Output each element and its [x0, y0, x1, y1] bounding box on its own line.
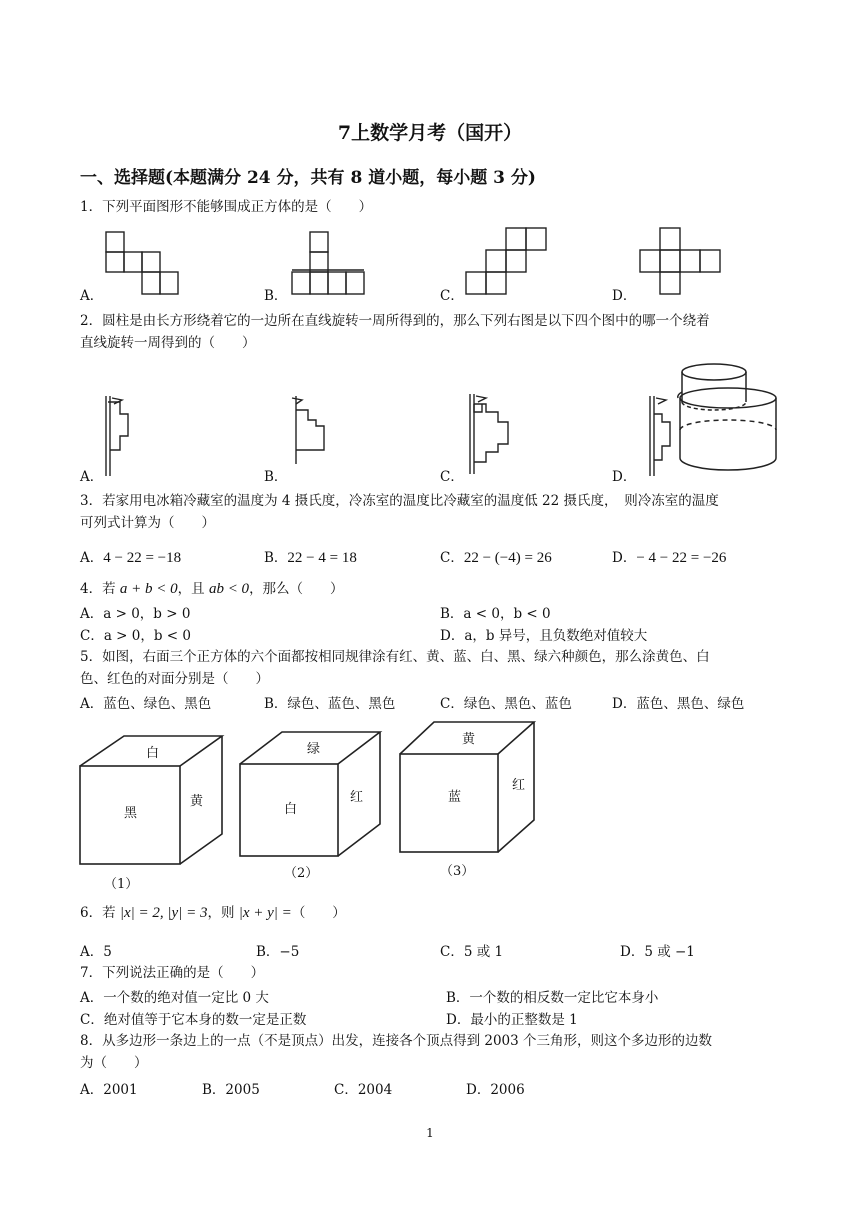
- q6-stem-part: （ ）: [291, 905, 346, 921]
- q1-net-d: [638, 226, 728, 298]
- q2-stem-line1: 2．圆柱是由长方形绕着它的一边所在直线旋转一周所得到的，那么下列右图是以下四个图中的哪一个绕着: [80, 313, 710, 329]
- q6-option-d[interactable]: D．5 或 −1: [620, 944, 695, 960]
- page-title: 7上数学月考（国开）: [337, 122, 523, 144]
- q6-stem-part: 6．若: [80, 905, 120, 921]
- cube-2-front-face: 白: [284, 802, 298, 817]
- cube-3-side-face: 红: [512, 778, 526, 793]
- q1-label-b: B．: [264, 288, 288, 304]
- q1-net-b: [290, 230, 370, 298]
- q2-label-c: C．: [440, 469, 464, 485]
- section-heading: 一、选择题(本题满分 24 分，共有 8 道小题，每小题 3 分): [80, 168, 536, 188]
- q3-option-d[interactable]: [612, 546, 726, 567]
- q6-stem-part: ，则: [207, 905, 239, 921]
- q2-label-d: D．: [612, 469, 637, 485]
- q1-net-a: [104, 230, 184, 298]
- q6-stem: [80, 902, 346, 924]
- q4-stem: [80, 578, 344, 600]
- cube-2-caption: （2）: [284, 866, 319, 881]
- page-number: 1: [426, 1126, 434, 1140]
- solid-of-revolution-figure: [676, 362, 788, 480]
- q7-option-b[interactable]: B．一个数的相反数一定比它本身小: [446, 990, 659, 1006]
- q3-option-b-expr: 22 − 4 = 18: [287, 550, 357, 566]
- cube-3-top-face: 黄: [462, 732, 476, 747]
- q3-option-a-label: A．: [80, 550, 104, 566]
- q4-stem-part: ，且: [177, 581, 209, 597]
- q3-option-a[interactable]: [80, 546, 181, 567]
- q3-option-c-expr: 22 − (−4) = 26: [463, 550, 552, 566]
- q1-label-a: A．: [80, 288, 104, 304]
- q2-stem-line2: 直线旋转一周得到的（ ）: [80, 335, 256, 351]
- q2-figure-b: [290, 394, 340, 466]
- cube-3-caption: （3）: [440, 864, 475, 879]
- cube-2-side-face: 红: [350, 790, 364, 805]
- q1-label-c: C．: [440, 288, 464, 304]
- q4-stem-part: ，那么（ ）: [249, 581, 344, 597]
- q3-option-c[interactable]: [440, 546, 552, 567]
- q3-option-b-label: B．: [264, 550, 288, 566]
- cube-1-top-face: 白: [146, 746, 160, 761]
- q5-option-c[interactable]: C．绿色、黑色、蓝色: [440, 696, 572, 712]
- q2-label-a: A．: [80, 469, 104, 485]
- q3-option-a-expr: 4 − 22 = −18: [103, 550, 182, 566]
- q3-option-c-label: C．: [440, 550, 464, 566]
- q1-stem: 1．下列平面图形不能够围成正方体的是（ ）: [80, 199, 373, 215]
- q5-stem-line2: 色、红色的对面分别是（ ）: [80, 671, 269, 687]
- q6-option-b[interactable]: B．−5: [256, 944, 300, 960]
- q5-option-a[interactable]: A．蓝色、绿色、黑色: [80, 696, 212, 712]
- q2-figure-c: [464, 392, 520, 476]
- q3-stem-line2: 可列式计算为（ ）: [80, 515, 215, 531]
- q4-stem-expr: a + b < 0: [119, 581, 178, 597]
- q8-stem-line2: 为（ ）: [80, 1055, 148, 1071]
- q7-option-d[interactable]: D．最小的正整数是 1: [446, 1012, 578, 1028]
- cube-1-side-face: 黄: [190, 794, 204, 809]
- q3-stem-line1: 3．若家用电冰箱冷藏室的温度为 4 摄氏度，冷冻室的温度比冷藏室的温度低 22 摄氏度， 则冷冻室的温度: [80, 493, 719, 509]
- q4-stem-expr: ab < 0: [208, 581, 250, 597]
- q5-option-b[interactable]: B．绿色、蓝色、黑色: [264, 696, 396, 712]
- q5-option-d[interactable]: D．蓝色、黑色、绿色: [612, 696, 745, 712]
- q8-option-a[interactable]: A．2001: [80, 1082, 138, 1098]
- cube-1-front-face: 黑: [124, 806, 138, 821]
- cube-1-caption: （1）: [104, 877, 139, 892]
- q6-stem-expr: |x| = 2, |y| = 3: [119, 905, 208, 921]
- q5-stem-line1: 5．如图，右面三个正方体的六个面都按相同规律涂有红、黄、蓝、白、黑、绿六种颜色，那么涂黄色、白: [80, 649, 710, 665]
- q8-option-c[interactable]: C．2004: [334, 1082, 393, 1098]
- q4-stem-part: 4．若: [80, 581, 120, 597]
- q6-stem-expr: |x + y| =: [238, 905, 292, 921]
- q4-option-c[interactable]: C．a > 0，b < 0: [80, 628, 191, 644]
- q6-option-a[interactable]: A．5: [80, 944, 112, 960]
- q7-option-c[interactable]: C．绝对值等于它本身的数一定是正数: [80, 1012, 307, 1028]
- q2-label-b: B．: [264, 469, 288, 485]
- q7-option-a[interactable]: A．一个数的绝对值一定比 0 大: [80, 990, 269, 1006]
- q2-figure-a: [100, 394, 150, 478]
- q8-option-b[interactable]: B．2005: [202, 1082, 260, 1098]
- q8-option-d[interactable]: D．2006: [466, 1082, 525, 1098]
- q4-option-b[interactable]: B．a < 0，b < 0: [440, 606, 551, 622]
- q1-net-c: [464, 226, 554, 298]
- q3-option-d-label: D．: [612, 550, 637, 566]
- q3-option-d-expr: − 4 − 22 = −26: [636, 550, 727, 566]
- q3-option-b[interactable]: [264, 546, 357, 567]
- q4-option-d[interactable]: D．a，b 异号，且负数绝对值较大: [440, 628, 648, 644]
- cube-3-front-face: 蓝: [448, 790, 462, 805]
- q1-label-d: D．: [612, 288, 637, 304]
- q8-stem-line1: 8．从多边形一条边上的一点（不是顶点）出发，连接各个顶点得到 2003 个三角形，则这个多边形的边数: [80, 1033, 713, 1049]
- q4-option-a[interactable]: A．a > 0，b > 0: [80, 606, 191, 622]
- q6-option-c[interactable]: C．5 或 1: [440, 944, 504, 960]
- cube-2-top-face: 绿: [307, 742, 321, 757]
- q7-stem: 7．下列说法正确的是（ ）: [80, 965, 265, 981]
